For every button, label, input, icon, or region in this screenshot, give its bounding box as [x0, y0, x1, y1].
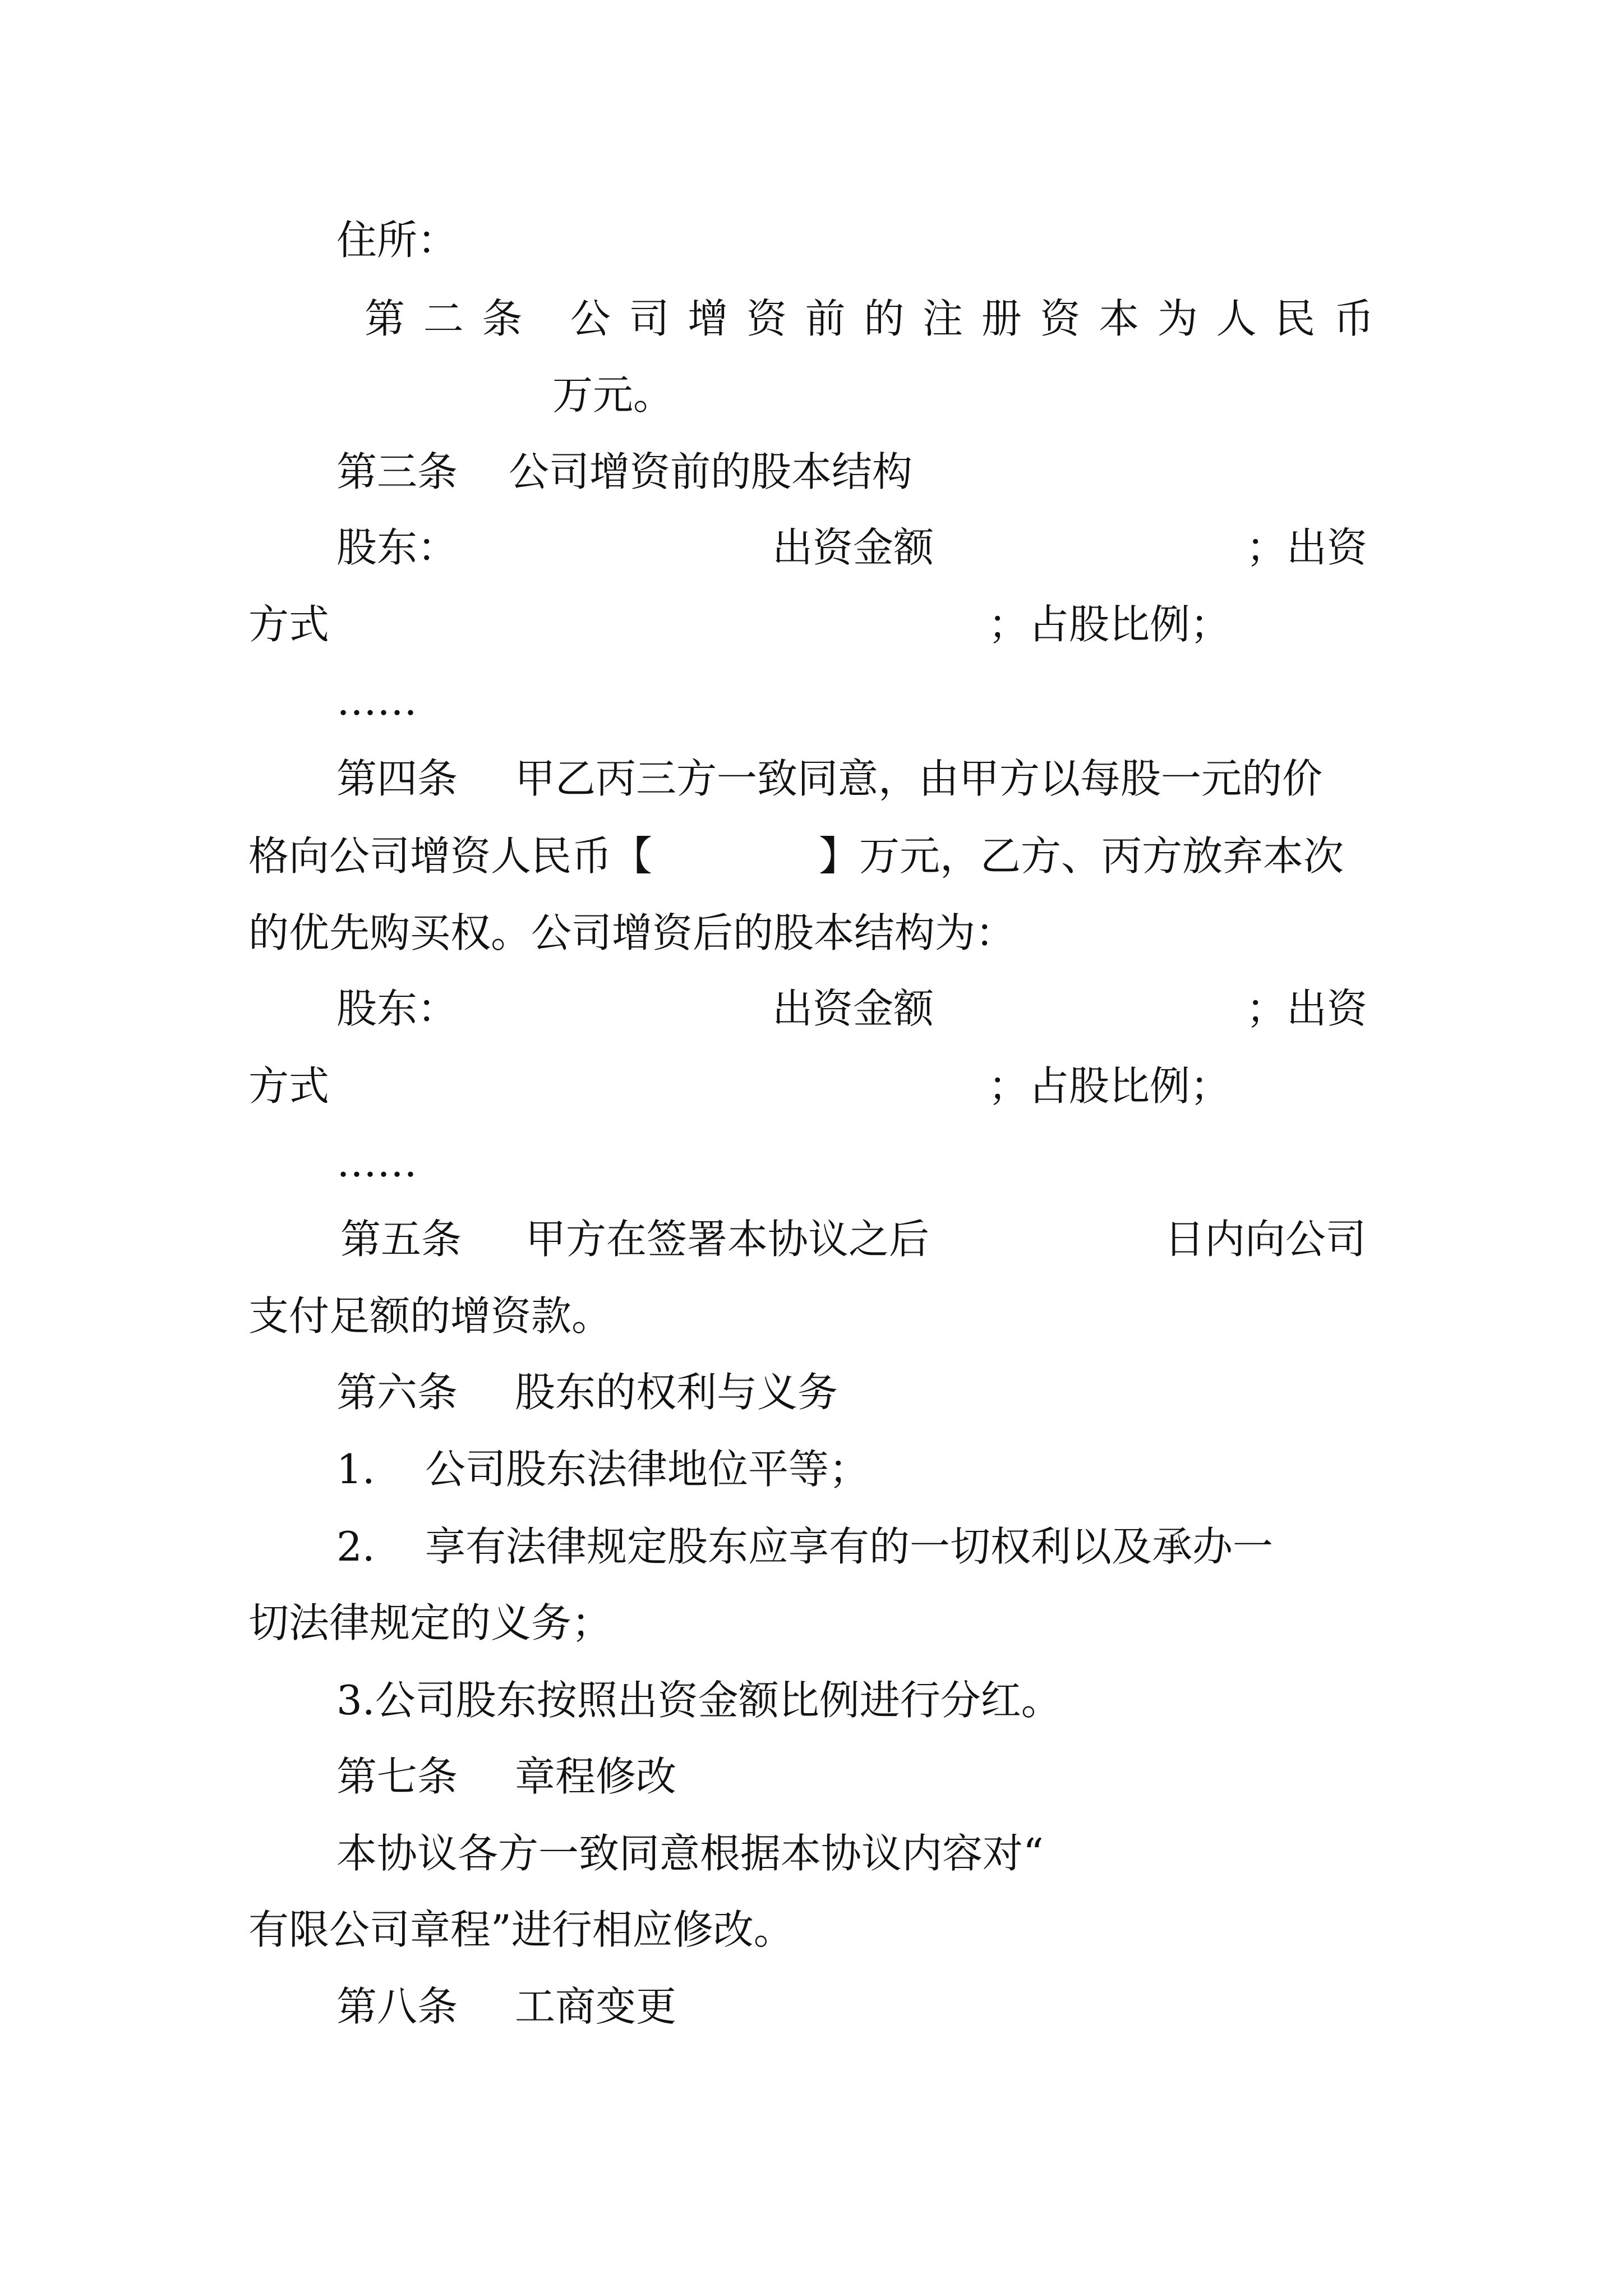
- article-2-char: 的: [864, 295, 905, 342]
- article-3-heading: 第三条: [336, 448, 458, 495]
- article-2-char: 注: [923, 295, 963, 342]
- article-5-line1-a: 甲方在签署本协议之后: [525, 1216, 930, 1263]
- article-4-line2-b: 】万元，乙方、丙方放弃本次: [819, 832, 1344, 880]
- article-2-char: 人: [1216, 295, 1257, 342]
- article-5-heading: 第五条: [340, 1216, 462, 1263]
- article-4-shareholder-label: 股东：: [336, 985, 458, 1032]
- article-2-char: 增: [688, 295, 728, 342]
- article-8-heading: 第八条: [336, 1983, 458, 2030]
- article-3-method-label: 方式: [248, 601, 330, 648]
- article-6-heading: 第六条: [336, 1369, 458, 1416]
- article-2-unit: 万元。: [552, 371, 674, 418]
- article-7-heading: 第七条: [336, 1753, 458, 1800]
- article-8-title: 工商变更: [515, 1983, 677, 2030]
- article-2-char: 前: [805, 295, 846, 342]
- article-7-line2: 有限公司章程”进行相应修改。: [248, 1906, 794, 1953]
- article-6-item1-number: 1.: [336, 1446, 375, 1493]
- article-2-char: 条: [482, 295, 523, 342]
- article-2-char: 本: [1099, 295, 1140, 342]
- article-5-line1-b: 日内向公司: [1164, 1216, 1367, 1263]
- address-label: 住所：: [336, 217, 458, 264]
- article-7-line1: 本协议各方一致同意根据本协议内容对“: [336, 1830, 1044, 1877]
- article-4-line2-a: 格向公司增资人民币【: [248, 832, 653, 880]
- article-5-line2: 支付足额的增资款。: [248, 1292, 612, 1340]
- article-3-title: 公司增资前的股本结构: [509, 448, 913, 495]
- article-2-char: 币: [1333, 295, 1374, 342]
- article-6-item3: 3.公司股东按照出资金额比例进行分红。: [336, 1677, 1062, 1724]
- article-4-contribution-suffix: ；出资: [1246, 985, 1368, 1032]
- article-4-line1: 甲乙丙三方一致同意，由甲方以每股一元的价: [515, 755, 1323, 802]
- article-6-item2-text: 享有法律规定股东应享有的一切权利以及承办一: [425, 1523, 1274, 1570]
- article-6-title: 股东的权利与义务: [515, 1369, 838, 1416]
- article-6-item2-continuation: 切法律规定的义务；: [248, 1599, 612, 1646]
- article-2-char: 资: [1040, 295, 1081, 342]
- article-4-heading: 第四条: [336, 755, 458, 802]
- article-2-char: 资: [746, 295, 787, 342]
- article-3-ratio-label: ；占股比例；: [988, 601, 1231, 648]
- article-2-char: 民: [1275, 295, 1316, 342]
- article-4-ratio-label: ；占股比例；: [988, 1062, 1231, 1110]
- article-6-item1-text: 公司股东法律地位平等；: [425, 1446, 870, 1493]
- article-7-title: 章程修改: [515, 1753, 677, 1800]
- article-4-ellipsis: ……: [336, 1139, 417, 1186]
- article-3-ellipsis: ……: [336, 677, 417, 724]
- article-3-shareholder-label: 股东：: [336, 524, 458, 571]
- article-2-char: 司: [629, 295, 670, 342]
- article-2-char: 册: [981, 295, 1022, 342]
- article-2-char: 公: [570, 295, 611, 342]
- article-3-amount-label: 出资金额: [772, 524, 934, 571]
- article-2-char: 为: [1157, 295, 1198, 342]
- article-3-contribution-suffix: ；出资: [1246, 524, 1368, 571]
- article-2-line: [365, 295, 1374, 342]
- article-4-method-label: 方式: [248, 1062, 330, 1110]
- article-4-amount-label: 出资金额: [772, 985, 934, 1032]
- article-2-char: 第: [365, 295, 405, 342]
- article-4-line3: 的优先购买权。公司增资后的股本结构为：: [248, 909, 1016, 956]
- article-6-item2-number: 2.: [336, 1523, 375, 1570]
- article-2-gap: [541, 298, 552, 339]
- article-2-char: 二: [423, 295, 464, 342]
